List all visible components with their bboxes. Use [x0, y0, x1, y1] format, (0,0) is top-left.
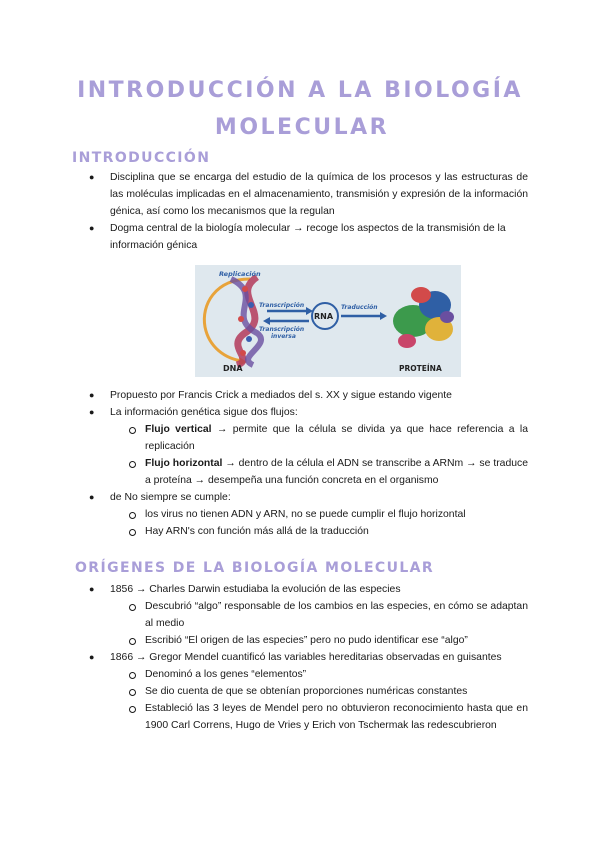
sub-bullet-icon	[129, 604, 136, 611]
page-title-line-1: INTRODUCCIÓN A LA BIOLOGÍA	[77, 78, 523, 103]
sub-bullet-icon	[129, 529, 136, 536]
sub-bullet-icon	[129, 427, 136, 434]
flujo-vertical-label: Flujo vertical	[145, 424, 212, 435]
origenes-bullet-2: 1866 → Gregor Mendel cuantificó las variables hereditarias observadas en guisantes	[110, 652, 502, 663]
label-traduccion: Traducción	[341, 304, 378, 311]
sub-bullet-icon	[129, 638, 136, 645]
origenes-bullet-1: 1856 → Charles Darwin estudiaba la evolución de las especies	[110, 584, 401, 595]
label-rna: RNA	[314, 312, 334, 321]
origenes-sub-bullet-1: Descubrió “algo” responsable de los cambios en las especies, en cómo se adaptan al medio	[145, 601, 528, 629]
flujo-horizontal-text: → dentro de la célula el ADN se transcribe a ARNm → se traduce a proteína → desempeña una función concreta en el organismo	[145, 458, 528, 486]
origenes-sub-bullet-4: Se dio cuenta de que se obtenían proporciones numéricas constantes	[145, 686, 468, 697]
sub-bullet-icon	[129, 689, 136, 696]
label-proteina: PROTEÍNA	[399, 364, 442, 373]
sub-bullet-icon	[129, 512, 136, 519]
central-dogma-figure	[195, 265, 461, 377]
intro-sub-bullet-2	[145, 455, 528, 489]
origenes-sub-bullet-5: Estableció las 3 leyes de Mendel pero no obtuvieron reconocimiento hasta que en 1900 Carl Correns, Hugo de Vries y Erich von Tschermak las redescubrieron	[145, 703, 528, 731]
label-replicacion: Replicación	[219, 270, 261, 278]
label-dna: DNA	[223, 364, 243, 373]
bullet-icon: ●	[89, 652, 95, 662]
intro-sub-bullet-3: los virus no tienen ADN y ARN, no se puede cumplir el flujo horizontal	[145, 509, 466, 520]
bullet-icon: ●	[89, 584, 95, 594]
label-transcripcion: Transcripción	[259, 302, 305, 309]
origenes-sub-bullet-3: Denominó a los genes “elementos”	[145, 669, 307, 680]
intro-bullet-4: La información genética sigue dos flujos:	[110, 407, 298, 418]
label-transcripcion-inversa-1: Transcripción	[259, 326, 305, 333]
flujo-horizontal-label: Flujo horizontal	[145, 458, 223, 469]
intro-sub-bullet-1	[145, 421, 528, 455]
sub-bullet-icon	[129, 706, 136, 713]
sub-bullet-icon	[129, 672, 136, 679]
bullet-icon: ●	[89, 407, 95, 417]
intro-bullet-1: Disciplina que se encarga del estudio de la química de los procesos y las estructuras de las moléculas implicadas en el almacenamiento, transmisión y expresión de la información génica, así como los mecanismos que la regulan	[110, 172, 528, 217]
bullet-icon: ●	[89, 390, 95, 400]
intro-sub-bullet-4: Hay ARN's con función más allá de la traducción	[145, 526, 369, 537]
flujo-vertical-text: → permite que la célula se divida ya que hace referencia a la replicación	[145, 424, 528, 452]
intro-bullet-2: Dogma central de la biología molecular → recoge los aspectos de la transmisión de la información génica	[110, 223, 506, 251]
page-title-line-2: MOLECULAR	[214, 115, 390, 140]
section-heading-origenes: ORÍGENES DE LA BIOLOGÍA MOLECULAR	[75, 560, 435, 576]
section-heading-introduccion: INTRODUCCIÓN	[72, 150, 211, 166]
bullet-icon: ●	[89, 172, 95, 182]
bullet-icon: ●	[89, 492, 95, 502]
bullet-icon: ●	[89, 223, 95, 233]
sub-bullet-icon	[129, 461, 136, 468]
intro-bullet-5: de No siempre se cumple:	[110, 492, 231, 503]
origenes-sub-bullet-2: Escribió “El origen de las especies” pero no pudo identificar ese “algo”	[145, 635, 468, 646]
intro-bullet-3: Propuesto por Francis Crick a mediados del s. XX y sigue estando vigente	[110, 390, 452, 401]
label-transcripcion-inversa-2: inversa	[271, 333, 296, 340]
